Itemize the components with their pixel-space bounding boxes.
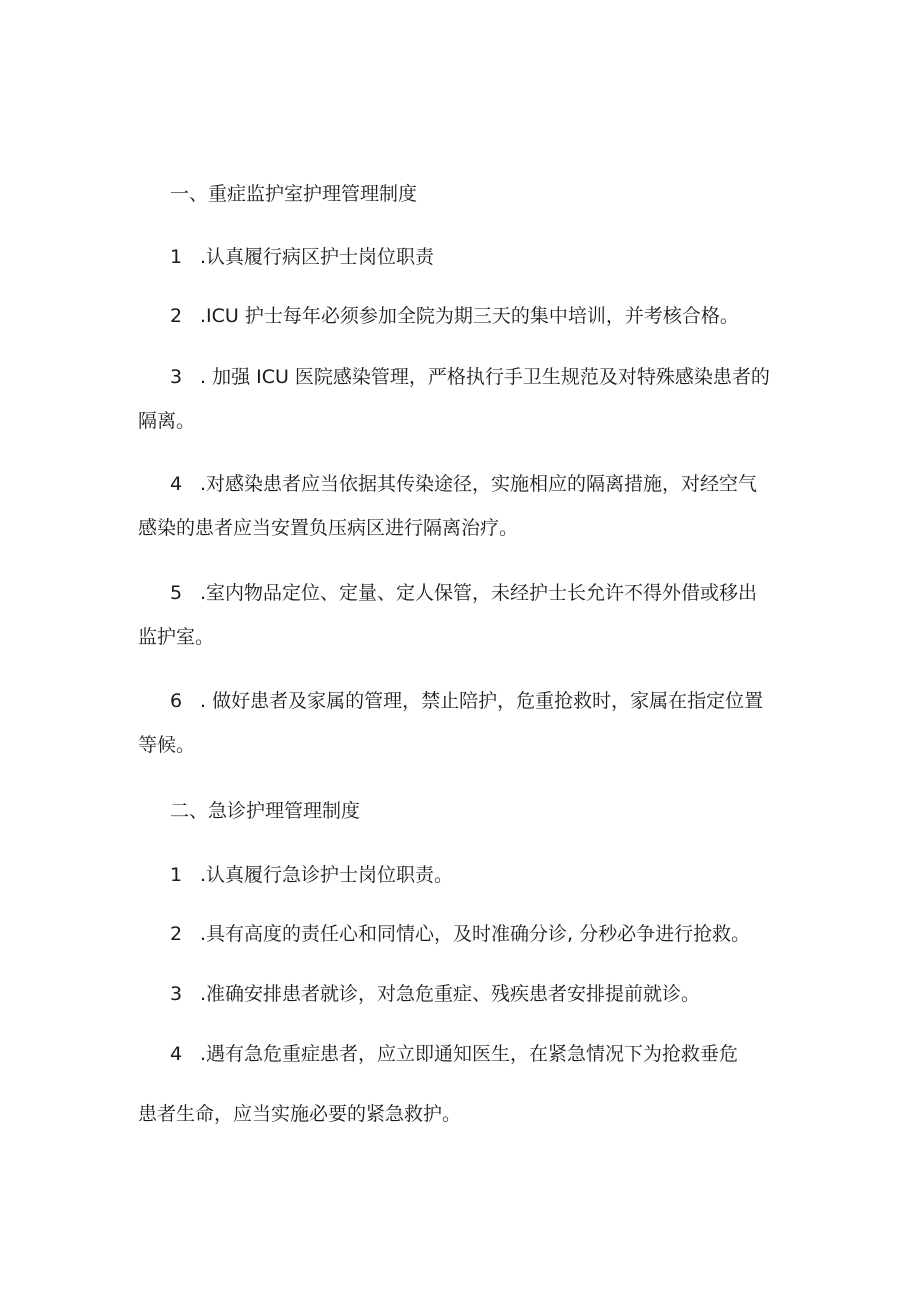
- list-item: [138, 305, 788, 327]
- item-text: .ICU 护士每年必须参加全院为期三天的集中培训，并考核合格。: [200, 305, 739, 327]
- item-number: 1: [170, 246, 183, 268]
- list-item: [138, 366, 788, 432]
- item-text: .对感染患者应当依据其传染途径，实施相应的隔离措施，对经空气: [200, 473, 758, 495]
- item-number: 3: [170, 366, 183, 388]
- section-heading: 二、急诊护理管理制度: [170, 800, 361, 822]
- item-text: .遇有急危重症患者，应立即通知医生，在紧急情况下为抢救垂危: [200, 1043, 739, 1065]
- item-text: .认真履行急诊护士岗位职责。: [200, 864, 454, 886]
- item-number: 6: [170, 690, 183, 712]
- item-text: .具有高度的责任心和同情心，及时准确分诊, 分秒必争进行抢救。: [200, 923, 751, 945]
- item-text: . 做好患者及家属的管理，禁止陪护，危重抢救时，家属在指定位置: [200, 690, 764, 712]
- list-item: [138, 246, 788, 268]
- list-item: [138, 473, 788, 539]
- list-item: [138, 1043, 788, 1125]
- item-text-continued: 等候。: [138, 734, 196, 756]
- item-text-continued: 患者生命，应当实施必要的紧急救护。: [138, 1103, 462, 1125]
- list-item: [138, 582, 788, 648]
- item-number: 3: [170, 983, 183, 1005]
- item-text-continued: 隔离。: [138, 410, 196, 432]
- section-heading: 一、重症监护室护理管理制度: [170, 183, 418, 205]
- item-text: .室内物品定位、定量、定人保管，未经护士长允许不得外借或移出: [200, 582, 758, 604]
- item-text: . 加强 ICU 医院感染管理，严格执行手卫生规范及对特殊感染患者的: [200, 366, 770, 388]
- item-number: 1: [170, 864, 183, 886]
- item-text: .认真履行病区护士岗位职责: [200, 246, 435, 268]
- list-item: [138, 923, 788, 945]
- item-number: 4: [170, 473, 183, 495]
- list-item: [138, 864, 788, 886]
- item-number: 4: [170, 1043, 183, 1065]
- item-number: 2: [170, 305, 183, 327]
- item-text-continued: 感染的患者应当安置负压病区进行隔离治疗。: [138, 517, 519, 539]
- item-number: 5: [170, 582, 183, 604]
- list-item: [138, 983, 788, 1005]
- item-text: .准确安排患者就诊，对急危重症、残疾患者安排提前就诊。: [200, 983, 701, 1005]
- item-text-continued: 监护室。: [138, 626, 215, 648]
- list-item: [138, 690, 788, 756]
- item-number: 2: [170, 923, 183, 945]
